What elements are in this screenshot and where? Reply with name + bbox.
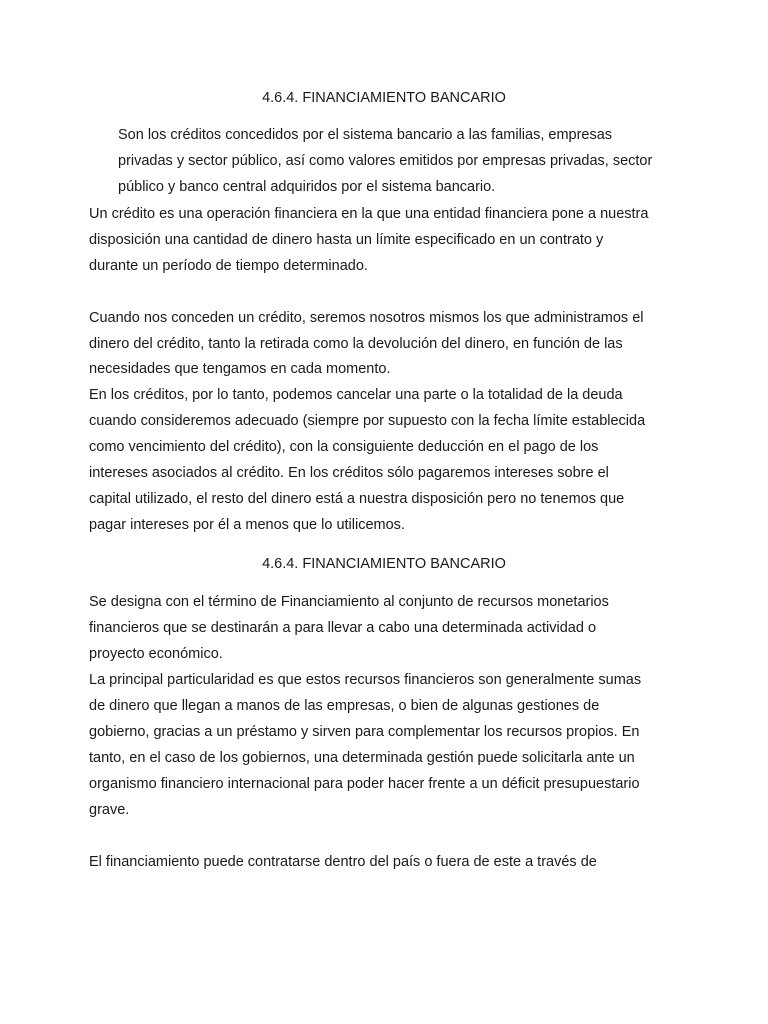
paragraph-line: El financiamiento puede contratarse dentro del país o fuera de este a través de: [89, 854, 597, 870]
paragraph-line: organismo financiero internacional para poder hacer frente a un déficit presupuestario: [89, 776, 640, 792]
paragraph-line: público y banco central adquiridos por el sistema bancario.: [118, 179, 496, 195]
paragraph-line: En los créditos, por lo tanto, podemos cancelar una parte o la totalidad de la deuda: [89, 387, 623, 403]
paragraph-line: pagar intereses por él a menos que lo utilicemos.: [89, 517, 405, 533]
paragraph-line: necesidades que tengamos en cada momento.: [89, 361, 391, 377]
paragraph-line: privadas y sector público, así como valores emitidos por empresas privadas, sector: [118, 153, 653, 169]
paragraph-line: intereses asociados al crédito. En los créditos sólo pagaremos intereses sobre el: [89, 465, 609, 481]
paragraph-line: Son los créditos concedidos por el sistema bancario a las familias, empresas: [118, 127, 613, 143]
paragraph-line: cuando consideremos adecuado (siempre por supuesto con la fecha límite establecida: [89, 413, 646, 429]
section-heading: 4.6.4. FINANCIAMIENTO BANCARIO: [262, 556, 506, 572]
paragraph-line: como vencimiento del crédito), con la consiguiente deducción en el pago de los: [89, 439, 599, 455]
paragraph-line: Se designa con el término de Financiamiento al conjunto de recursos monetarios: [89, 594, 609, 610]
paragraph-line: capital utilizado, el resto del dinero está a nuestra disposición pero no tenemos que: [89, 491, 625, 507]
paragraph-line: grave.: [89, 802, 130, 818]
paragraph-line: Un crédito es una operación financiera en la que una entidad financiera pone a nuestra: [89, 206, 649, 222]
paragraph-line: durante un período de tiempo determinado.: [89, 258, 368, 274]
paragraph-line: gobierno, gracias a un préstamo y sirven para complementar los recursos propios. En: [89, 724, 640, 740]
paragraph-line: disposición una cantidad de dinero hasta un límite especificado en un contrato y: [89, 232, 604, 248]
paragraph-line: tanto, en el caso de los gobiernos, una determinada gestión puede solicitarla ante un: [89, 750, 635, 766]
paragraph-line: financieros que se destinarán a para llevar a cabo una determinada actividad o: [89, 620, 597, 636]
paragraph-line: de dinero que llegan a manos de las empresas, o bien de algunas gestiones de: [89, 698, 600, 714]
paragraph-line: proyecto económico.: [89, 646, 223, 662]
paragraph-line: dinero del crédito, tanto la retirada como la devolución del dinero, en función de las: [89, 336, 623, 352]
paragraph-line: Cuando nos conceden un crédito, seremos nosotros mismos los que administramos el: [89, 310, 644, 326]
section-heading: 4.6.4. FINANCIAMIENTO BANCARIO: [262, 90, 506, 106]
paragraph-line: La principal particularidad es que estos recursos financieros son generalmente sumas: [89, 672, 642, 688]
